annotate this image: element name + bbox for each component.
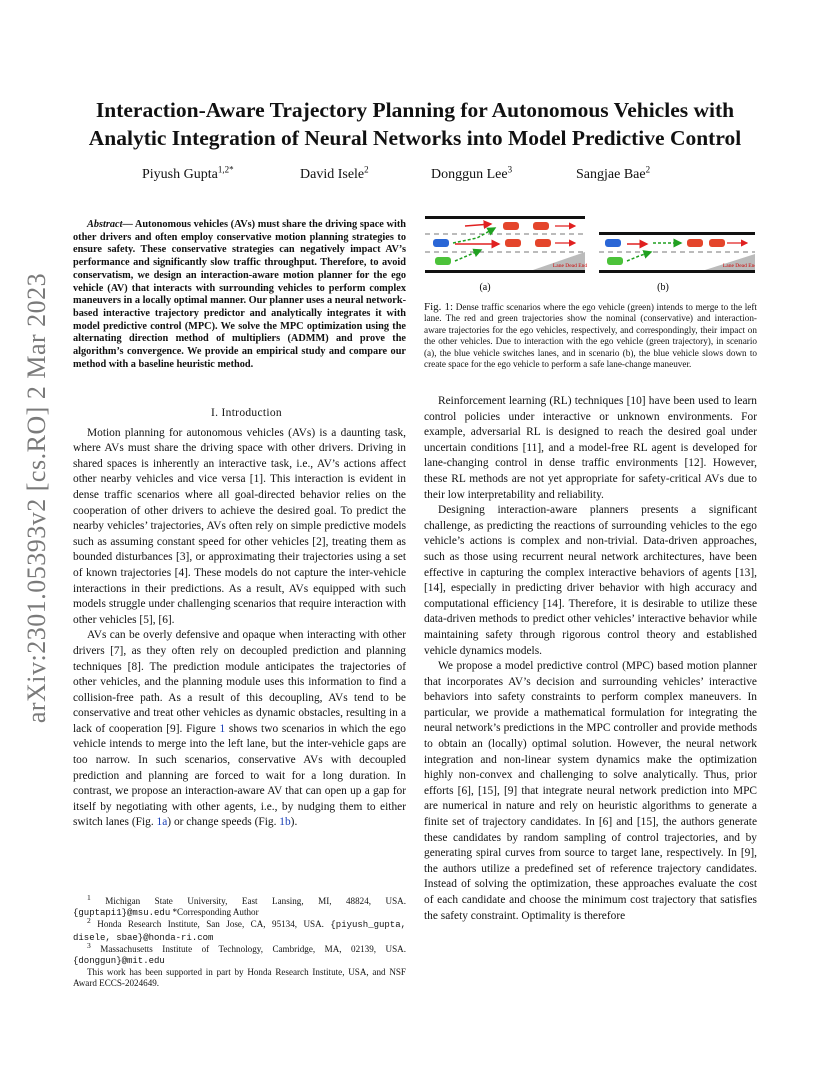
right-column-body: [424, 394, 757, 924]
author-list: [140, 164, 680, 187]
red-car: [505, 239, 521, 247]
scenario-b: [599, 232, 755, 273]
red-car: [503, 222, 519, 230]
figure-1: [425, 208, 755, 300]
abstract-text: — Autonomous vehicles (AVs) must share the driving space with other drivers and often employ conservative motion planning strategies to ensure safety. These conservative strategies can negatively impact AV’s performance and significantly slow traffic throughput. Therefore, to avoid conservatism, we design an interaction-aware motion planner for the ego vehicle (AV) that interacts with surrounding vehicles to perform complex maneuvers in a locally optimal manner. Our planner uses a neural network-based interactive trajectory predictor and analytically integrates it with model predictive control (MPC). We solve the MPC optimization using the alternating direction method of multipliers (ADMM) and prove the algorithm’s convergence. We provide an empirical study and compare our method with a baseline heuristic method.: [73, 219, 406, 370]
caption-label: Fig. 1:: [424, 301, 454, 313]
arxiv-identifier: arXiv:2301.05393v2 [cs.RO] 2 Mar 2023: [22, 272, 51, 724]
figure-ref-link[interactable]: 1b: [279, 816, 291, 829]
footnote-1: $^1$ Michigan State University, East Lansing, MI, 48824, USA. {guptapi1}@msu.edu *Corresponding Author: [73, 892, 406, 919]
author-3: Donggun Lee$^3$: [431, 164, 513, 182]
scenario-a: [425, 216, 587, 273]
intro-paragraph-1: Motion planning for autonomous vehicles (AVs) is a daunting task, where AVs must share the driving space with other drivers. Driving in shared spaces is inherently an interactive task, i.e., AV’s actions affect other nearby vehicles and vice versa [1]. This interaction is evident in dense traffic scenarios where all goal-directed behavior relies on the cooperation of other drivers to achieve the desired goal. To predict the nearby vehicles’ trajectories, AVs often rely on simple predictive models such as assuming constant speed for other vehicles [2], treating them as bounded disturbances [3], or approximating their trajectories using a set of known trajectories [4]. These models do not capture the inter-vehicle interactions in their predictions. As a result, AVs equipped with such models struggle under challenging scenarios that require interaction with other vehicles [5], [6].: [73, 426, 406, 626]
author-1: Piyush Gupta$^{1,2*}$: [142, 164, 234, 182]
blue-car: [433, 239, 449, 247]
intro-paragraph-2: AVs can be overly defensive and opaque when interacting with other drivers [7], as they often rely on decoupled prediction and planning techniques [8]. The prediction module anticipates the trajectories of other vehicles, and the planning module uses this information to find a collision-free path. As a result of this decoupling, AVs tend to be conservative and treat other vehicles as dynamic obstacles, resulting in a lack of cooperation [9]. Figure 1 shows two scenarios in which the ego vehicle intends to merge into the left lane, but the inter-vehicle gaps are too narrow. In such scenarios, conservative AVs with decoupled prediction and planning are forced to wait for a long duration. In contrast, we propose an interaction-aware AV that can open up a gap for itself by negotiating with other agents, i.e., by nudging them to either switch lanes (Fig. 1a) or change speeds (Fig. 1b).: [73, 629, 406, 829]
lane-dead-end-label: Lane Dead End: [552, 263, 588, 269]
footnote-2: $^2$ Honda Research Institute, San Jose, CA, 95134, USA. {piyush_gupta, disele, sbae}@honda-ri.com: [73, 916, 407, 943]
author-2: David Isele$^2$: [300, 164, 369, 182]
figure-ref-link[interactable]: 1a: [156, 816, 168, 829]
caption-text: Dense traffic scenarios where the ego vehicle (green) intends to merge to the left lane. The red and green trajectories show the nominal (conservative) and interaction-aware trajectories for the ego vehicles, respectively, and correspondingly, their impact on the other vehicles. Due to interaction with the ego vehicle (green trajectory), in scenario (a), the blue vehicle switches lanes, and in scenario (b), the blue vehicle slows down to create space for the ego vehicle to perform a safe lane-change maneuver.: [424, 302, 757, 370]
blue-car: [605, 239, 621, 247]
introduction-section: [73, 406, 406, 831]
paper-title: Interaction-Aware Trajectory Planning for Autonomous Vehicles with Analytic Integration of Neural Networks into Model Predictive Control: [88, 98, 742, 150]
lane-dead-end-label: Lane Dead End: [722, 263, 755, 269]
author-4: Sangjae Bae$^2$: [576, 164, 651, 182]
red-car: [709, 239, 725, 247]
right-paragraph-2: Designing interaction-aware planners presents a significant challenge, as predicting the reactions of surrounding vehicles to the ego vehicle’s actions is complex and non-trivial. Data-driven approaches, such as those using recurrent neural network architectures, have been effective in capturing the complex interactive behaviors of agents [13], [14], especially in predicting driver behavior with high accuracy and computational efficiency [14]. Therefore, it is desirable to utilize these data-driven methods to predict other vehicles’ interactive behavior while maintaining safety through rigorous control theory and established vehicle dynamics models.: [424, 504, 757, 657]
right-paragraph-3: We propose a model predictive control (MPC) based motion planner that incorporates AV’s decision and surrounding vehicles’ interactive behaviors into safety constraints to perform complex maneuvers. In particular, we provide a mathematical formulation for integrating the neural network’s predictions in the MPC controller and provide methods to obtain an (locally) optimal solution. However, the neural network integration and non-linear system dynamics make the optimization highly non-convex and challenging to solve analytically. Thus, prior efforts [6], [15], [9] that integrate neural network prediction into MPC are numerical in nature and rely on heuristic algorithms to generate a finite set of trajectory candidates. In [6] and [15], the authors generate these candidates by random sampling of control trajectories, and by generating spiral curves from source to target lane, respectively. In [9], the authors utilize a predefined set of reference trajectory candidates. Instead of solving the optimization, these approaches evaluate the cost of each candidate and choose the minimum cost trajectory that satisfies the safety constraint. Optimality is therefore: [424, 660, 757, 922]
abstract: [73, 219, 406, 371]
abstract-label: Abstract: [87, 219, 123, 230]
ego-car: [435, 257, 451, 265]
subfigure-label-b: (b): [657, 282, 669, 293]
right-paragraph-1: Reinforcement learning (RL) techniques [10] have been used to learn control policies under interactive or unknown environments. For example, adversarial RL is designed to reach the desired goal under uncertain conditions [11], and a model-free RL agent is developed for lane-changing control in dense traffic environments [12]. However, these RL methods are not yet appropriate for safety-critical AVs due to their low interpretability and reliability.: [424, 395, 757, 501]
traffic-scenario-figure: [425, 208, 755, 300]
section-heading: I. Introduction: [211, 407, 282, 419]
footnotes: [73, 892, 407, 990]
red-car: [533, 222, 549, 230]
red-car: [535, 239, 551, 247]
funding-note: This work has been supported in part by Honda Research Institute, USA, and NSF Award ECCS-2024649.: [73, 967, 406, 989]
ego-car: [607, 257, 623, 265]
footnote-3: $^3$ Massachusetts Institute of Technology, Cambridge, MA, 02139, USA. {donggun}@mit.edu: [73, 940, 406, 967]
figure-ref-link[interactable]: 1: [219, 722, 226, 735]
red-car: [687, 239, 703, 247]
subfigure-label-a: (a): [479, 282, 491, 293]
figure-caption: [424, 302, 757, 370]
arxiv-sidebar: [22, 272, 52, 724]
